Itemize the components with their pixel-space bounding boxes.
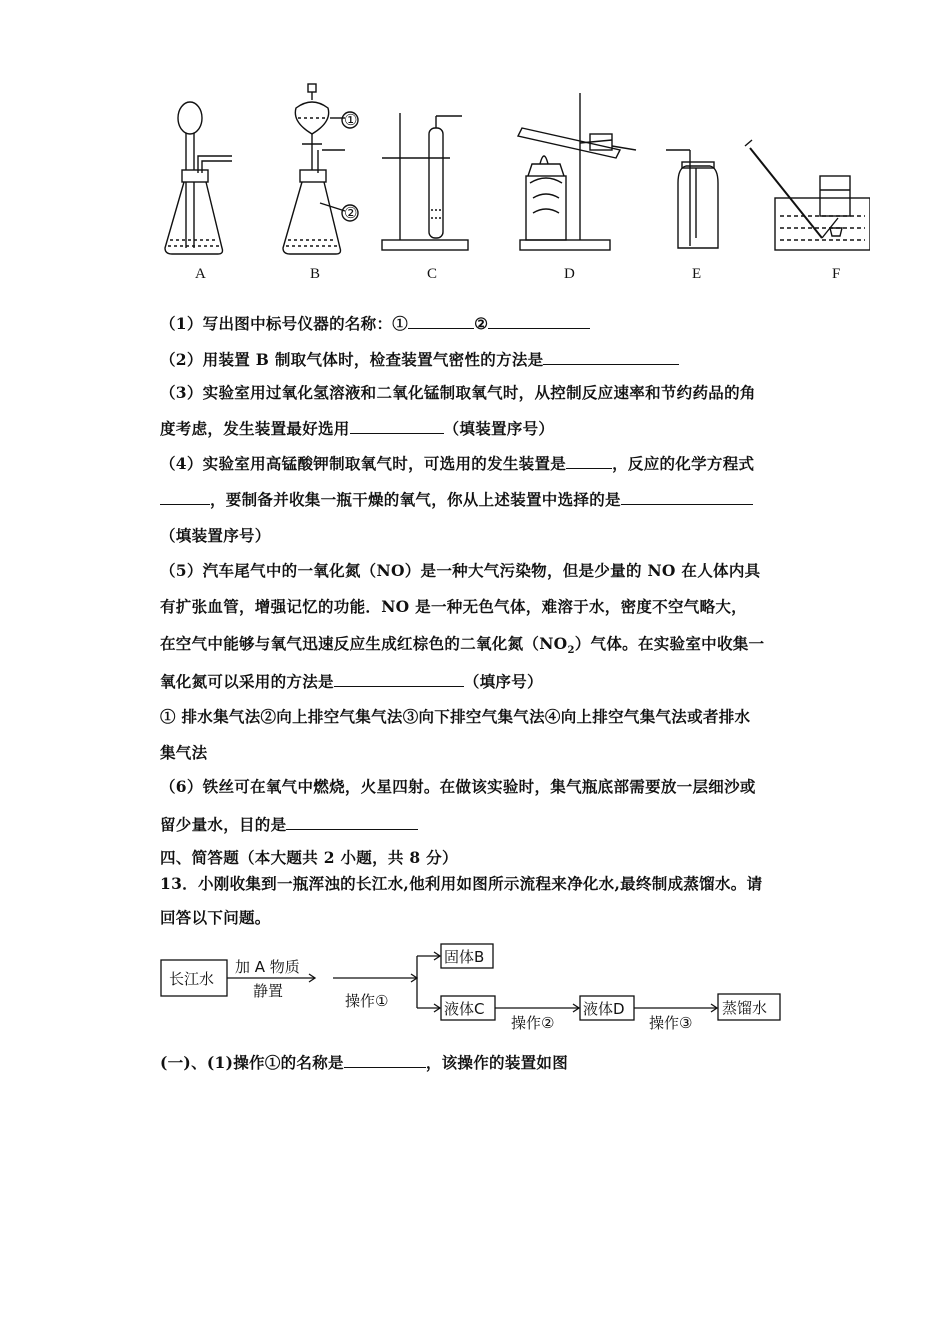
q5-line4-text: 氧化氮可以采用的方法是 [160, 672, 334, 691]
flow-solid-label: 固体B [444, 948, 485, 966]
question-6-line2 [160, 814, 800, 835]
flow-liquidd-label: 液体D [583, 1000, 625, 1018]
flow-op3-label: 操作③ [649, 1014, 693, 1032]
q4-line2-text: ，要制备并收集一瓶干燥的氧气，你从上述装置中选择的是 [210, 490, 621, 509]
flow-op2-label: 操作② [511, 1014, 555, 1032]
q5-blank [334, 671, 464, 687]
section-4-title-text: 四、简答题（本大题共 2 小题，共 8 分） [160, 848, 458, 867]
flow-liquidc-label: 液体C [444, 1000, 485, 1018]
question-6-line1 [160, 777, 800, 797]
label-c: C [427, 266, 438, 282]
question-5-line1 [160, 561, 800, 581]
q13-1-blank [344, 1052, 426, 1068]
q5-options-line1: ① 排水集气法②向上排空气集气法③向下排空气集气法④向上排空气集气法或者排水 [160, 707, 751, 726]
apparatus-b [283, 84, 345, 254]
apparatus-f [745, 140, 870, 250]
apparatus-figure [150, 78, 870, 288]
q6-blank [286, 814, 418, 830]
q13-line2-text: 回答以下问题。 [160, 908, 271, 927]
flow-op1-label: 操作① [345, 992, 389, 1010]
question-4-line1 [160, 453, 800, 474]
flow-start-label: 长江水 [169, 970, 215, 988]
label-d: D [564, 266, 575, 282]
label-e: E [692, 266, 702, 282]
question-13-line1 [160, 874, 800, 894]
q3-line1-text: （3）实验室用过氧化氢溶液和二氧化锰制取氧气时，从控制反应速率和节约药品的角 [160, 383, 756, 402]
purification-flowchart [155, 938, 795, 1038]
flow-end-label: 蒸馏水 [722, 999, 768, 1017]
marker-2-label: ② [344, 206, 358, 222]
q4-blank-1 [566, 453, 612, 469]
q5-line3b-text: ）气体。在实验室中收集一 [574, 634, 765, 653]
label-f: F [832, 266, 841, 282]
question-3-line1 [160, 383, 800, 403]
question-5-line2 [160, 597, 800, 617]
question-3-line2 [160, 418, 800, 439]
question-5-line4 [160, 671, 800, 692]
q2-text: （2）用装置 B 制取气体时，检查装置气密性的方法是 [160, 350, 544, 369]
q1-blank-1 [408, 313, 474, 329]
apparatus-c [382, 113, 468, 250]
q1-blank-2 [488, 313, 590, 329]
label-a: A [195, 266, 206, 282]
q6-line1-text: （6）铁丝可在氧气中燃烧，火星四射。在做该实验时，集气瓶底部需要放一层细沙或 [160, 777, 756, 796]
q2-blank [543, 349, 679, 365]
question-1 [160, 313, 800, 334]
q4-line1-text: （4）实验室用高锰酸钾制取氧气时，可选用的发生装置是 [160, 454, 567, 473]
q1-mid: ② [474, 314, 489, 333]
question-5-line3 [160, 634, 800, 661]
question-4-line2 [160, 489, 800, 510]
question-5-options-2 [160, 743, 800, 763]
apparatus-a [165, 102, 232, 254]
q5-line1-text: （5）汽车尾气中的一氧化氮（NO）是一种大气污染物，但是少量的 NO 在人体内具 [160, 561, 761, 580]
q5-line4-suffix: （填序号） [463, 672, 543, 691]
q4-blank-3 [621, 489, 753, 505]
flow-step1-bottom: 静置 [253, 982, 284, 1000]
section-4-title [160, 848, 800, 868]
q5-subscript: 2 [567, 645, 575, 657]
q6-line2-text: 留少量水，目的是 [160, 815, 287, 834]
q1-text: （1）写出图中标号仪器的名称：① [160, 314, 409, 333]
q5-options-line2: 集气法 [160, 743, 208, 762]
label-b: B [310, 266, 321, 282]
flow-step1-top: 加 A 物质 [235, 958, 300, 976]
q4-blank-2 [160, 489, 210, 505]
q3-line2-text: 度考虑，发生装置最好选用 [160, 419, 350, 438]
apparatus-e [666, 150, 718, 248]
marker-1-label: ① [344, 113, 358, 129]
q3-suffix: （填装置序号） [443, 419, 555, 438]
q3-blank [350, 418, 444, 434]
q5-line3a-text: 在空气中能够与氧气迅速反应生成红棕色的二氧化氮（NO [160, 634, 568, 653]
question-13-1 [160, 1052, 800, 1073]
question-5-options [160, 707, 800, 727]
apparatus-d [518, 93, 636, 250]
q13-line1-text: 13．小刚收集到一瓶浑浊的长江水,他利用如图所示流程来净化水,最终制成蒸馏水。请 [160, 874, 763, 893]
q5-line2-text: 有扩张血管，增强记忆的功能．NO 是一种无色气体，难溶于水，密度不空气略大， [160, 597, 747, 616]
question-2 [160, 349, 800, 370]
q4-line3-text: （填装置序号） [160, 526, 271, 545]
question-13-line2 [160, 908, 800, 928]
question-4-line3 [160, 526, 800, 546]
q13-1-text: (一)、(1)操作①的名称是 [160, 1053, 344, 1072]
q13-1-suffix: ，该操作的装置如图 [425, 1053, 569, 1072]
q4-line1-suffix: ，反应的化学方程式 [612, 454, 755, 473]
